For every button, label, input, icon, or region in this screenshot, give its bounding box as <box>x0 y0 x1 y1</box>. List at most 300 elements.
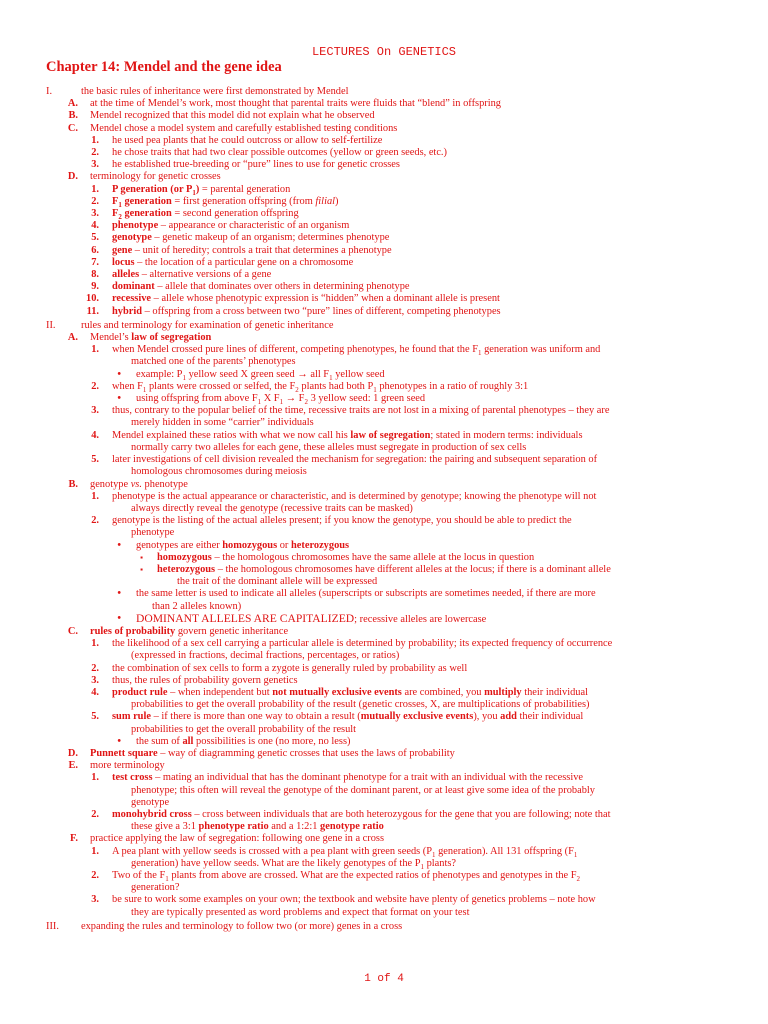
outline-line <box>0 381 768 393</box>
text-run: – alternative versions of a gene <box>139 269 272 281</box>
text-run: hybrid <box>112 305 143 317</box>
line-continuation <box>131 907 768 919</box>
text-run: – allele whose phenotypic expression is “hidden” when a dominant allele is present <box>151 293 500 305</box>
line-text <box>112 220 768 232</box>
outline-marker: 6. <box>91 244 99 256</box>
outline-line <box>0 479 768 491</box>
outline-line <box>0 281 768 293</box>
outline-marker: 2. <box>91 195 99 207</box>
text-run: example: P <box>136 368 183 380</box>
page-number: 1 of 4 <box>364 973 404 985</box>
text-run: genotype <box>112 232 152 244</box>
text-run: be sure to work some examples on your own; the textbook and website have plenty of genetics problems – note how <box>112 894 596 906</box>
outline-line <box>0 663 768 675</box>
outline-marker: 1. <box>91 845 99 857</box>
text-run: yellow seed X green seed → all F <box>185 368 330 380</box>
text-run: expanding the rules and terminology to follow two (or more) genes in a cross <box>81 920 403 932</box>
outline-line <box>0 613 768 626</box>
text-run: the basic rules of inheritance were first demonstrated by Mendel <box>81 86 349 97</box>
line-text <box>112 772 768 784</box>
text-run: at the time of Mendel’s work, most thought that parental traits were fluids that “blend” in offspring <box>90 98 502 110</box>
line-text <box>112 675 768 687</box>
outline-marker: A. <box>67 332 78 344</box>
text-run: plants from above are crossed. What are the expected ratios of phenotypes and genotypes in the F <box>168 870 577 881</box>
line-continuation <box>131 882 768 894</box>
line-continuation <box>131 821 768 833</box>
subscript-text: 2 <box>576 875 581 884</box>
outline-marker: 5. <box>91 711 99 723</box>
bullet-marker: ▪ <box>140 552 143 562</box>
line-continuation <box>177 576 768 588</box>
text-run: – mating an individual that has the dominant phenotype for a trait with an individual with the recessive <box>152 772 584 784</box>
outline-marker: 7. <box>91 256 99 268</box>
outline-line <box>0 833 768 845</box>
line-text <box>112 196 768 208</box>
text-run: merely hidden in some “carrier” individuals <box>131 417 314 429</box>
text-run: dominant <box>112 281 155 293</box>
outline-line <box>0 772 768 809</box>
text-run: thus, contrary to the popular belief of the time, recessive traits are not lost in a mixing of parental phenotypes – they are <box>112 405 610 417</box>
text-run: he used pea plants that he could outcross or allow to self-fertilize <box>112 134 383 146</box>
line-text <box>157 552 768 564</box>
outline-marker: 8. <box>91 269 99 281</box>
outline-line <box>0 184 768 196</box>
text-run: later investigations of cell division revealed the mechanism for segregation: the pairing and subsequent separation of <box>112 454 598 466</box>
outline-line <box>0 159 768 171</box>
line-text <box>112 245 768 257</box>
outline-line <box>0 196 768 208</box>
outline-line <box>0 540 768 552</box>
line-text <box>136 588 768 600</box>
text-run: they are typically presented as word problems and expect that format on your test <box>131 906 470 918</box>
text-run: genotypes are either <box>136 539 223 551</box>
text-run: are combined, you <box>401 686 485 698</box>
text-run: recessive <box>112 293 152 305</box>
text-run: X F <box>261 393 280 405</box>
outline-line <box>0 332 768 344</box>
text-run: homozygous <box>157 551 212 563</box>
text-run: genotype ratio <box>320 821 384 833</box>
text-run: – when independent but <box>167 686 273 698</box>
text-run: rules and terminology for examination of genetic inheritance <box>81 319 334 331</box>
text-run: always directly reveal the genotype (recessive traits can be masked) <box>131 502 413 514</box>
line-text <box>90 123 768 135</box>
outline-line <box>0 846 768 870</box>
line-text <box>90 479 768 491</box>
text-run: generation? <box>131 882 180 894</box>
line-text <box>90 110 768 122</box>
text-run: – genetic makeup of an organism; determines phenotype <box>151 232 390 244</box>
outline-marker: 1. <box>91 772 99 784</box>
text-run: generation <box>121 208 172 220</box>
text-run: plants? <box>424 857 457 869</box>
line-text <box>112 405 768 417</box>
text-run: the likelihood of a sex cell carrying a particular allele is determined by probability; its expected frequency of occurrence <box>112 638 613 650</box>
line-text <box>112 281 768 293</box>
text-run: probabilities to get the overall probability of the result <box>131 723 357 735</box>
line-text <box>136 540 768 552</box>
text-run: – the homologous chromosomes have the same allele at the locus in question <box>211 551 535 563</box>
text-run: Mendel chose a model system and carefully established testing conditions <box>90 122 398 134</box>
text-run: the trait of the dominant allele will be expressed <box>177 576 378 588</box>
outline-marker: 1. <box>91 490 99 502</box>
lectures-title: LECTURES On GENETICS <box>311 45 457 59</box>
text-run: heterozygous <box>290 539 350 551</box>
line-continuation <box>131 785 768 797</box>
text-run: plants were crossed or selfed, the F <box>146 380 296 392</box>
line-continuation <box>131 417 768 429</box>
line-text <box>112 663 768 675</box>
outline-line <box>0 736 768 748</box>
subscript-text: 1 <box>432 850 436 859</box>
outline-marker: D. <box>67 171 78 183</box>
outline-marker: 2. <box>91 870 99 881</box>
line-text <box>90 748 768 760</box>
outline-line <box>0 393 768 405</box>
text-run: ; stated in modern terms: individuals <box>430 429 583 441</box>
subscript-text: 1 <box>182 373 186 382</box>
text-run: possibilities is one (no more, no less) <box>193 735 351 747</box>
outline-line <box>0 430 768 454</box>
line-text <box>112 257 768 269</box>
subscript-text: 1 <box>257 398 262 407</box>
outline-line <box>0 626 768 638</box>
outline-line <box>0 369 768 381</box>
line-text <box>90 626 768 638</box>
outline-line <box>0 208 768 220</box>
text-run: product rule <box>112 686 168 698</box>
line-text <box>112 809 768 821</box>
line-text <box>112 894 768 906</box>
text-run: practice applying the law of segregation: following one gene in a cross <box>90 833 385 845</box>
outline-marker: 3. <box>91 208 99 220</box>
subscript-text: 1 <box>373 385 377 394</box>
outline-line <box>0 147 768 159</box>
outline-line <box>0 110 768 122</box>
text-run: vs. <box>130 478 142 490</box>
outline-marker: A. <box>67 98 78 110</box>
text-run: – the homologous chromosomes have different alleles at the locus; if there is a dominant allele <box>215 563 611 575</box>
text-run: = second generation offspring <box>171 208 299 220</box>
line-text <box>112 208 768 220</box>
line-continuation <box>131 503 768 515</box>
line-text <box>112 147 768 159</box>
text-run: when Mendel crossed pure lines of different, competing phenotypes, he found that the F <box>112 344 478 356</box>
line-text <box>90 833 768 845</box>
outline-marker: 9. <box>91 281 99 293</box>
text-run: he established true-breeding or “pure” lines to use for genetic crosses <box>112 159 400 171</box>
text-run: F <box>112 208 119 220</box>
outline-marker: 3. <box>91 159 99 171</box>
outline-line <box>0 894 768 918</box>
text-run: ) <box>335 195 339 207</box>
outline-marker: 3. <box>91 894 99 906</box>
text-run: Mendel’s <box>90 332 132 344</box>
line-continuation <box>131 466 768 478</box>
text-run: he chose traits that had two clear possible outcomes (yellow or green seeds, etc.) <box>112 147 447 159</box>
bullet-marker: • <box>117 735 121 747</box>
outline-line <box>0 687 768 711</box>
line-continuation <box>131 797 768 809</box>
text-run: gene <box>112 244 133 256</box>
text-run: than 2 alleles known) <box>152 600 242 612</box>
text-run: → F <box>283 393 305 405</box>
text-run: = parental generation <box>199 183 291 195</box>
line-text <box>112 159 768 171</box>
text-run: phenotype <box>141 478 188 490</box>
outline-line <box>0 293 768 305</box>
outline-marker: 4. <box>91 429 99 441</box>
line-continuation <box>131 527 768 539</box>
text-run: test cross <box>112 772 153 784</box>
text-run: – allele that dominates over others in determining phenotype <box>154 281 410 293</box>
outline-content <box>0 86 768 933</box>
outline-line <box>0 748 768 760</box>
text-run: more terminology <box>90 760 165 772</box>
subscript-text: 2 <box>295 385 299 394</box>
text-run: plants had both P <box>298 380 374 392</box>
subscript-text: 1 <box>573 850 578 859</box>
outline-line <box>0 454 768 478</box>
text-run: generation was uniform and <box>481 344 601 356</box>
text-run: multiply <box>484 686 522 698</box>
outline-marker: 1. <box>91 134 99 146</box>
outline-marker: 2. <box>91 147 99 159</box>
outline-line <box>0 98 768 110</box>
text-run: – cross between individuals that are both heterozygous for the gene that you are following; note that <box>191 808 611 820</box>
line-text <box>136 613 768 626</box>
outline-marker: II. <box>46 319 56 331</box>
outline-marker: C. <box>67 625 78 637</box>
line-text <box>157 564 768 576</box>
line-text <box>112 687 768 699</box>
text-run: generation) have yellow seeds. What are the likely genotypes of the P <box>131 857 421 869</box>
text-run: terminology for genetic crosses <box>90 171 221 183</box>
subscript-text: 2 <box>118 213 122 222</box>
outline-marker: 2. <box>91 380 99 392</box>
line-continuation <box>131 858 768 870</box>
line-text <box>136 736 768 748</box>
bullet-marker: • <box>117 393 121 405</box>
line-text <box>81 320 768 332</box>
outline-marker: F. <box>70 833 78 845</box>
subscript-text: 1 <box>420 862 424 871</box>
line-text <box>112 870 768 882</box>
text-run: ), you <box>473 711 501 723</box>
text-run: – the location of a particular gene on a chromosome <box>134 256 354 268</box>
outline-line <box>0 552 768 564</box>
outline-marker: 11. <box>86 305 99 317</box>
line-text <box>112 306 768 318</box>
line-continuation <box>131 699 768 711</box>
line-text <box>112 711 768 723</box>
line-text <box>112 454 768 466</box>
text-run: their individual <box>521 686 588 698</box>
text-run: Mendel recognized that this model did not explain what he observed <box>90 110 375 122</box>
text-run: monohybrid cross <box>112 808 192 820</box>
outline-line <box>0 405 768 429</box>
outline-line <box>0 86 768 98</box>
text-run: yellow seed <box>332 368 385 380</box>
outline-line <box>0 220 768 232</box>
text-run: Two of the F <box>112 870 166 881</box>
outline-line <box>0 135 768 147</box>
outline-marker: 4. <box>91 686 99 698</box>
text-run: filial <box>315 195 336 207</box>
text-run: – unit of heredity; controls a trait that determines a phenotype <box>132 244 392 256</box>
line-continuation <box>131 650 768 662</box>
text-run: phenotype is the actual appearance or characteristic, and is determined by genotype; knowing the phenotype will not <box>112 490 597 502</box>
text-run: or <box>277 539 291 551</box>
outline-line <box>0 870 768 894</box>
text-run: the combination of sex cells to form a zygote is generally ruled by probability as well <box>112 662 468 674</box>
outline-marker: I. <box>46 86 53 97</box>
text-run: – offspring from a cross between two “pure” lines of different, competing phenotypes <box>142 305 501 317</box>
bullet-marker: • <box>117 588 121 600</box>
text-run: locus <box>112 256 135 268</box>
line-text <box>112 293 768 305</box>
bullet-marker: • <box>117 368 121 380</box>
outline-line <box>0 809 768 833</box>
text-run: (expressed in fractions, decimal fractions, percentages, or ratios) <box>131 650 400 662</box>
subscript-text: 1 <box>478 349 482 358</box>
text-run: ) <box>195 183 200 195</box>
subscript-text: 1 <box>142 385 147 394</box>
outline-marker: 5. <box>91 454 99 466</box>
subscript-text: 1 <box>329 373 333 382</box>
line-text <box>112 846 768 858</box>
outline-line <box>0 675 768 687</box>
text-run: law of segregation <box>131 332 212 344</box>
outline-marker: E. <box>68 760 78 772</box>
line-text <box>90 171 768 183</box>
text-run: phenotypes in a ratio of roughly 3:1 <box>376 380 529 392</box>
outline-marker: 1. <box>91 183 99 195</box>
text-run: Punnett square <box>90 747 158 759</box>
subscript-text: 1 <box>118 200 122 209</box>
outline-line <box>0 171 768 183</box>
outline-line <box>0 306 768 318</box>
text-run: probabilities to get the overall probability of the result (genetic crosses, X, are multiplications of probabilities) <box>131 699 590 711</box>
line-text <box>136 393 768 405</box>
text-run: sum rule <box>112 711 151 723</box>
text-run: generation <box>121 195 172 207</box>
line-text <box>112 430 768 442</box>
text-run: 3 yellow seed: 1 green seed <box>307 393 426 405</box>
outline-line <box>0 245 768 257</box>
text-run: when F <box>112 380 143 392</box>
outline-marker: D. <box>67 747 78 759</box>
line-continuation <box>131 724 768 736</box>
text-run: genotype is the listing of the actual alleles present; if you know the genotype, you should be able to predict the <box>112 515 572 527</box>
text-run: phenotype; this often will reveal the genotype of the dominant parent, or at least give some idea of the probably <box>131 784 595 796</box>
text-run: these give a 3:1 <box>131 821 199 833</box>
text-run: their individual <box>516 711 584 723</box>
text-run: rules of probability <box>90 625 176 637</box>
outline-line <box>0 232 768 244</box>
subscript-text: 1 <box>279 398 284 407</box>
line-text <box>90 98 768 110</box>
text-run: – if there is more than one way to obtain a result ( <box>150 711 361 723</box>
subscript-text: 2 <box>304 398 308 407</box>
outline-line <box>0 564 768 588</box>
text-run: A pea plant with yellow seeds is crossed with a pea plant with green seeds (P <box>112 845 433 857</box>
outline-marker: III. <box>46 920 59 932</box>
text-run: DOMINANT ALLELES ARE CAPITALIZED <box>136 611 355 625</box>
outline-line <box>0 711 768 735</box>
line-text <box>112 515 768 527</box>
line-text <box>112 491 768 503</box>
text-run: the sum of <box>136 735 183 747</box>
outline-marker: 3. <box>91 405 99 417</box>
text-run: – way of diagramming genetic crosses that uses the laws of probability <box>157 747 455 759</box>
outline-line <box>0 257 768 269</box>
line-text <box>81 86 768 98</box>
subscript-text: 1 <box>165 875 169 884</box>
line-text <box>112 269 768 281</box>
line-text <box>112 135 768 147</box>
outline-line <box>0 515 768 539</box>
text-run: law of segregation <box>350 429 431 441</box>
text-run: using offspring from above F <box>136 393 258 405</box>
outline-line <box>0 921 768 933</box>
outline-line <box>0 123 768 135</box>
line-text <box>112 232 768 244</box>
text-run: not mutually exclusive events <box>272 686 402 698</box>
line-text <box>90 760 768 772</box>
outline-marker: 2. <box>91 808 99 820</box>
text-run: alleles <box>112 269 140 281</box>
line-text <box>136 369 768 381</box>
line-text <box>112 638 768 650</box>
outline-marker: 1. <box>91 344 99 356</box>
text-run: add <box>500 711 517 723</box>
text-run: normally carry two alleles for each gene, these alleles must segregate in production of sex cells <box>131 441 527 453</box>
text-run: all <box>182 735 194 747</box>
outline-marker: 3. <box>91 674 99 686</box>
outline-marker: B. <box>68 478 78 490</box>
text-run: govern genetic inheritance <box>175 625 289 637</box>
bullet-marker: • <box>117 612 121 624</box>
text-run: genotype <box>90 478 131 490</box>
line-text <box>112 184 768 196</box>
text-run: generation). All 131 offspring (F <box>435 845 574 857</box>
outline-line <box>0 491 768 515</box>
outline-line <box>0 638 768 662</box>
outline-marker: 1. <box>91 638 99 650</box>
text-run: thus, the rules of probability govern genetics <box>112 674 298 686</box>
text-run: phenotype ratio <box>198 821 269 833</box>
outline-line <box>0 269 768 281</box>
text-run: homologous chromosomes during meiosis <box>131 466 307 478</box>
outline-line <box>0 588 768 612</box>
text-run: phenotype <box>131 527 175 539</box>
outline-marker: B. <box>68 110 78 122</box>
text-run: the same letter is used to indicate all alleles (superscripts or subscripts are sometimes needed, if there are more <box>136 588 596 600</box>
text-run: P generation (or P <box>112 183 193 195</box>
line-continuation <box>131 356 768 368</box>
outline-marker: 10. <box>86 293 99 305</box>
outline-marker: 2. <box>91 515 99 527</box>
subscript-text: 1 <box>192 188 196 197</box>
line-text <box>81 921 768 933</box>
line-text <box>112 344 768 356</box>
text-run: Mendel explained these ratios with what we now call his <box>112 429 351 441</box>
chapter-title: Chapter 14: Mendel and the gene idea <box>46 59 282 75</box>
outline-marker: C. <box>67 122 78 134</box>
line-continuation <box>131 442 768 454</box>
text-run: = first generation offspring (from <box>171 195 316 207</box>
